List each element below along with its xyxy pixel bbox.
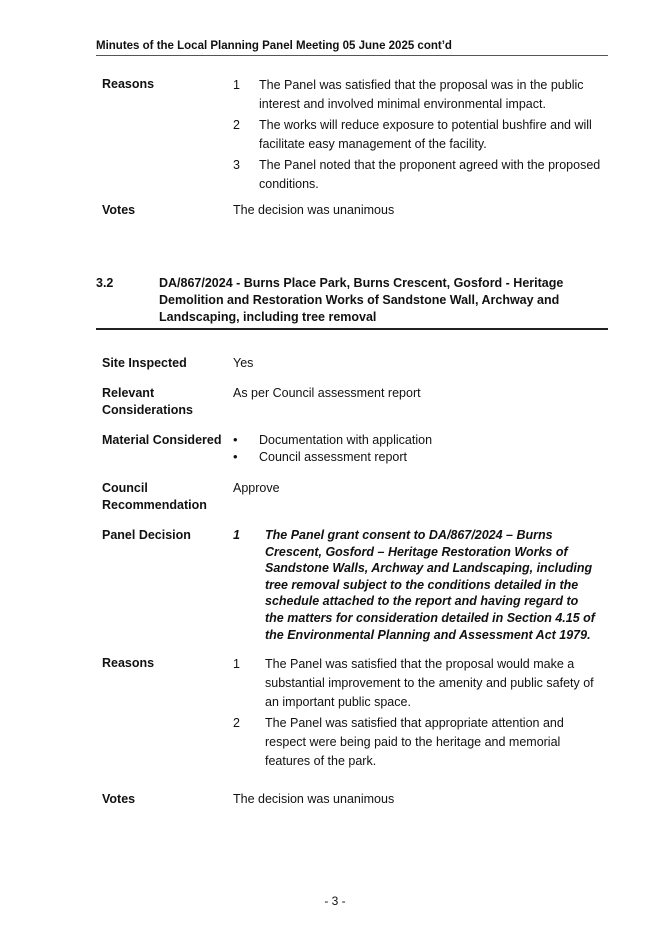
votes-label: Votes bbox=[102, 792, 136, 806]
page-number: - 3 - bbox=[324, 894, 346, 908]
list-item: 1 The Panel was satisfied that the proposal would make a substantial improvement to the amenity and public safety of an important public space. bbox=[233, 657, 594, 709]
page-header: Minutes of the Local Planning Panel Meeting 05 June 2025 cont’d bbox=[96, 40, 608, 56]
panel-decision-value bbox=[233, 527, 608, 643]
section-heading bbox=[96, 275, 608, 330]
bullet-icon: • bbox=[233, 432, 238, 447]
reasons-list bbox=[233, 655, 608, 773]
bullet-icon: • bbox=[233, 449, 238, 464]
list-item: 1 The Panel was satisfied that the proposal was in the public interest and involved minimal environmental impact. bbox=[233, 78, 584, 111]
reasons-label: Reasons bbox=[102, 656, 155, 670]
site-inspected-label: Site Inspected bbox=[102, 356, 187, 370]
reasons-list bbox=[233, 76, 608, 196]
votes-value: The decision was unanimous bbox=[233, 792, 395, 806]
council-recommendation-value: Approve bbox=[233, 481, 280, 495]
list-item: 2 The Panel was satisfied that appropriate attention and respect were being paid to the heritage and memorial features of the park. bbox=[233, 716, 564, 768]
site-inspected-value: Yes bbox=[233, 356, 254, 370]
material-list bbox=[233, 432, 608, 466]
list-item: • Documentation with application bbox=[233, 432, 433, 447]
decision-text: 1 The Panel grant consent to DA/867/2024 – Burns Crescent, Gosford – Heritage Restoration Works of Sandstone Walls, Archway and Landscaping, including tree removal subject to the conditions detailed in the schedule attached to the report and having regard to the matters for consideration detailed in Section 4.15 of the Environmental Planning and Assessment Act 1979. bbox=[233, 528, 595, 642]
panel-decision-label: Panel Decision bbox=[102, 528, 191, 542]
list-item: 2 The works will reduce exposure to potential bushfire and will facilitate easy management of the facility. bbox=[233, 118, 592, 151]
relevant-considerations-label: Relevant Considerations bbox=[102, 386, 193, 417]
material-considered-label: Material Considered bbox=[102, 433, 222, 447]
votes-value: The decision was unanimous bbox=[233, 203, 395, 217]
relevant-considerations-value: As per Council assessment report bbox=[233, 386, 421, 400]
section-title: DA/867/2024 - Burns Place Park, Burns Crescent, Gosford - Heritage Demolition and Restoration Works of Sandstone Wall, Archway and Landscaping, including tree removal bbox=[159, 276, 564, 324]
list-item: 3 The Panel noted that the proponent agreed with the proposed conditions. bbox=[233, 158, 601, 191]
list-item: • Council assessment report bbox=[233, 449, 407, 464]
council-recommendation-label: Council Recommendation bbox=[102, 481, 207, 512]
votes-label: Votes bbox=[102, 203, 136, 217]
reasons-label: Reasons bbox=[102, 77, 155, 91]
section-number: 3.2 bbox=[96, 276, 114, 290]
